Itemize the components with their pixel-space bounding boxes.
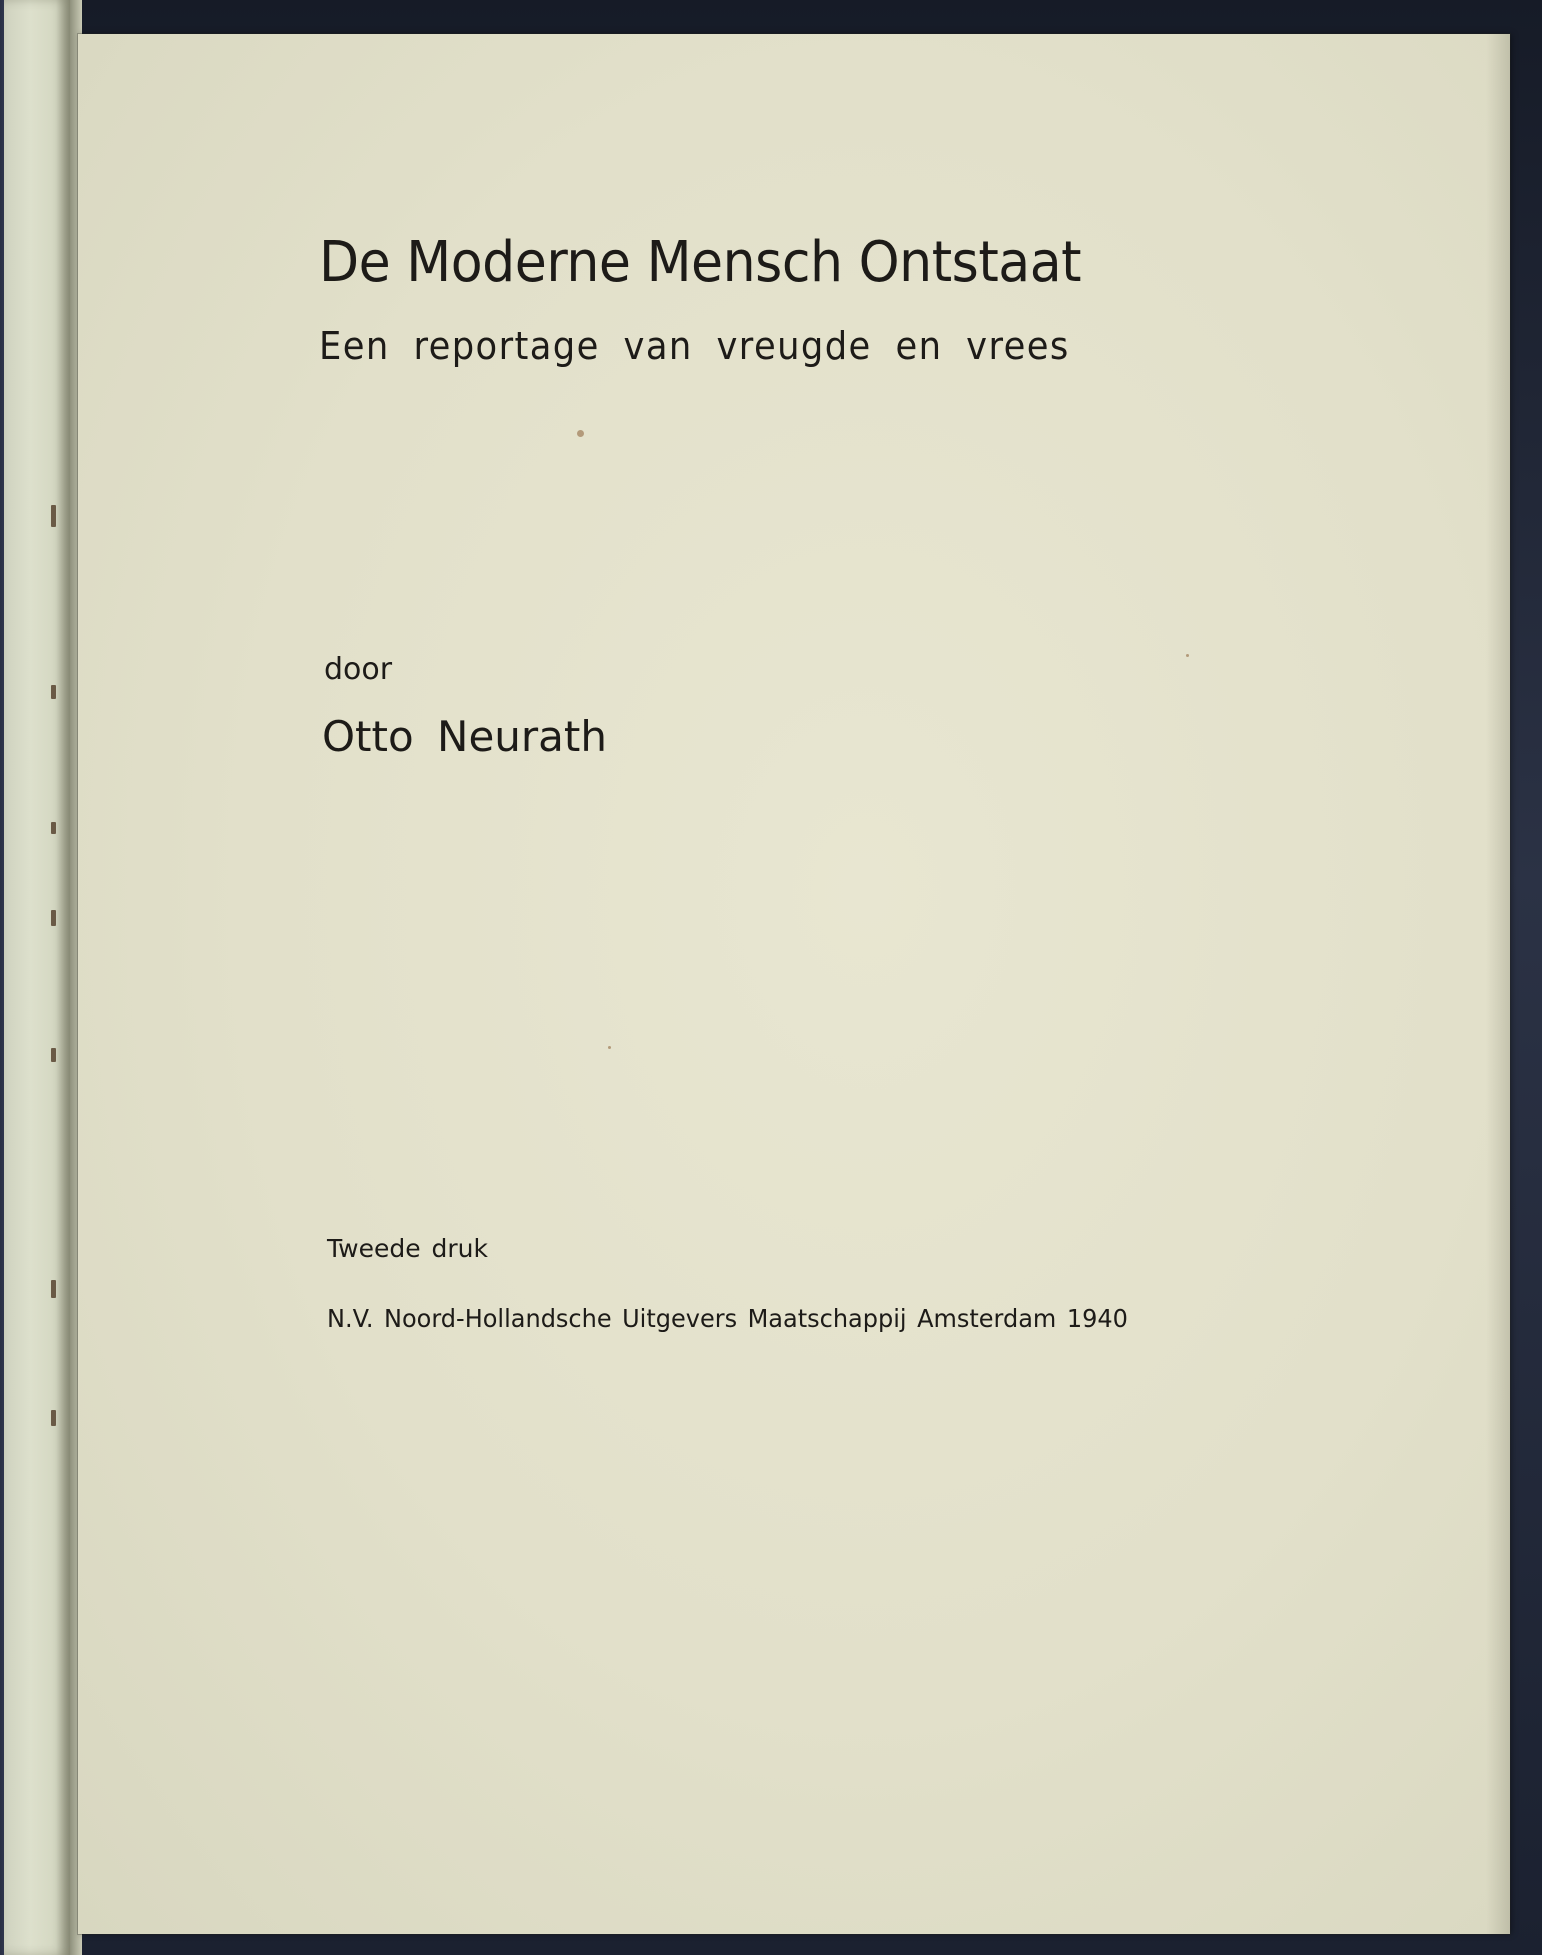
book-title: De Moderne Mensch Ontstaat xyxy=(319,230,1082,295)
title-page xyxy=(78,34,1510,1934)
binding-stitch xyxy=(51,1048,56,1062)
binding-stitch xyxy=(51,1280,56,1298)
left-page-edge xyxy=(4,0,70,1955)
book-subtitle: Een reportage van vreugde en vrees xyxy=(319,324,1070,368)
publisher-line: N.V. Noord-Hollandsche Uitgevers Maatschappij Amsterdam 1940 xyxy=(327,1304,1128,1333)
author-name: Otto Neurath xyxy=(322,712,608,761)
binding-stitch xyxy=(51,685,56,699)
binding-stitch xyxy=(51,910,56,926)
author-prefix: door xyxy=(324,652,393,687)
paper-speck xyxy=(608,1046,611,1049)
edition-note: Tweede druk xyxy=(327,1234,489,1263)
binding-stitch xyxy=(51,822,56,834)
binding-stitch xyxy=(51,1410,56,1426)
paper-speck xyxy=(1186,654,1189,657)
paper-speck xyxy=(577,430,584,437)
binding-stitch xyxy=(51,505,56,527)
